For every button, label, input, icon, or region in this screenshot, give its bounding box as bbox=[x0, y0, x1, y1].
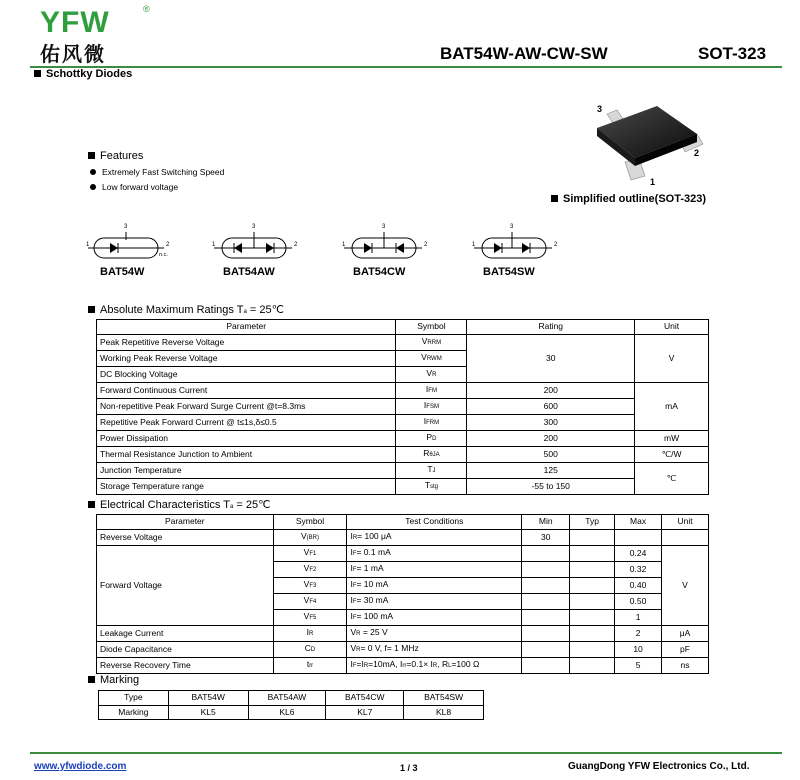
symbol-sub: F1 bbox=[309, 550, 317, 557]
rating-cell: 200 bbox=[467, 430, 635, 446]
marking-table bbox=[98, 690, 484, 720]
typ-cell bbox=[570, 657, 615, 673]
electrical-table bbox=[96, 514, 709, 674]
symbol: V bbox=[301, 530, 307, 541]
marking-title-text: Marking bbox=[100, 674, 140, 686]
pin-top-label: 3 bbox=[382, 224, 386, 230]
param-cell: Reverse Recovery Time bbox=[97, 657, 274, 673]
header-cell: Symbol bbox=[273, 515, 347, 530]
cond: I bbox=[350, 658, 353, 669]
symbol-sub: F4 bbox=[309, 598, 317, 605]
diode-name: BAT54SW bbox=[483, 266, 535, 278]
condition-cell bbox=[347, 529, 522, 545]
symbol-sub: D bbox=[432, 435, 437, 442]
typ-cell bbox=[570, 529, 615, 545]
marking-cell: KL6 bbox=[248, 705, 326, 720]
company-name: GuangDong YFW Electronics Co., Ltd. bbox=[568, 761, 750, 772]
cond-sub: L bbox=[448, 662, 452, 669]
symbol-cell bbox=[396, 446, 467, 462]
table-row bbox=[97, 398, 709, 414]
unit-cell: V bbox=[635, 334, 709, 382]
table-row bbox=[97, 414, 709, 430]
symbol-sub: RWM bbox=[426, 355, 442, 362]
package-title: SOT-323 bbox=[698, 44, 767, 63]
max-cell: 0.50 bbox=[615, 593, 662, 609]
symbol: V bbox=[303, 578, 310, 589]
pin-right-label: 2 bbox=[424, 242, 428, 248]
typ-cell bbox=[570, 545, 615, 561]
symbol: V bbox=[421, 335, 428, 346]
abs-max-title-text: Absolute Maximum Ratings T bbox=[100, 304, 244, 316]
abs-max-table bbox=[96, 319, 709, 495]
bullet-square-icon bbox=[34, 70, 41, 77]
header-cell: Type bbox=[99, 691, 169, 706]
cond-sub: F bbox=[352, 614, 357, 621]
symbol: I bbox=[306, 626, 310, 637]
cond-tail: = 100 mA bbox=[356, 610, 394, 621]
table-row bbox=[97, 545, 709, 561]
diode-schematic-icon bbox=[86, 228, 176, 264]
diode-name: BAT54W bbox=[100, 266, 145, 278]
symbol-cell bbox=[396, 430, 467, 446]
condition-cell bbox=[347, 609, 522, 625]
min-cell bbox=[522, 609, 570, 625]
table-row bbox=[97, 462, 709, 478]
param-cell: Reverse Voltage bbox=[97, 529, 274, 545]
symbol-sub: stg bbox=[430, 483, 439, 490]
header-cell: BAT54CW bbox=[326, 691, 404, 706]
symbol: V bbox=[421, 351, 427, 362]
min-cell bbox=[522, 657, 570, 673]
diode-name: BAT54CW bbox=[353, 266, 406, 278]
cond-sub: R bbox=[356, 646, 361, 653]
symbol-cell bbox=[396, 478, 467, 494]
symbol: R bbox=[423, 447, 430, 458]
symbol-cell bbox=[396, 366, 467, 382]
cond-sub: F bbox=[352, 662, 357, 669]
pin-left-label: 1 bbox=[86, 242, 90, 248]
symbol: V bbox=[303, 546, 310, 557]
cond-mid: =10mA, I bbox=[368, 658, 403, 669]
symbol-sub: F3 bbox=[309, 582, 317, 589]
table-row bbox=[97, 446, 709, 462]
unit-cell: mA bbox=[635, 382, 709, 430]
condition-cell bbox=[347, 625, 522, 641]
rating-cell: 600 bbox=[467, 398, 635, 414]
header-cell: Unit bbox=[662, 515, 709, 530]
header-cell: BAT54W bbox=[168, 691, 248, 706]
unit-cell: ℃ bbox=[635, 462, 709, 494]
table-row bbox=[97, 641, 709, 657]
pin-left-label: 1 bbox=[342, 242, 346, 248]
condition-cell bbox=[347, 593, 522, 609]
cond-tail: = 100 μA bbox=[357, 530, 392, 541]
symbol: t bbox=[306, 658, 310, 669]
typ-cell bbox=[570, 561, 615, 577]
cond-sub: F bbox=[352, 550, 357, 557]
symbol-sub: R bbox=[309, 630, 314, 637]
param-cell: Storage Temperature range bbox=[97, 478, 396, 494]
symbol: I bbox=[423, 399, 427, 410]
unit-cell: mW bbox=[635, 430, 709, 446]
max-cell: 0.32 bbox=[615, 561, 662, 577]
symbol-sub: J bbox=[432, 467, 436, 474]
diode-schematic-icon bbox=[212, 228, 302, 264]
max-cell: 10 bbox=[615, 641, 662, 657]
unit-cell: μA bbox=[662, 625, 709, 641]
cond: V bbox=[350, 642, 357, 653]
abs-max-title-tail: = 25℃ bbox=[246, 304, 284, 316]
unit-cell: V bbox=[662, 545, 709, 625]
footer-divider bbox=[30, 752, 782, 754]
typ-cell bbox=[570, 593, 615, 609]
symbol: I bbox=[423, 415, 427, 426]
marking-cell: KL8 bbox=[404, 705, 484, 720]
table-row bbox=[97, 529, 709, 545]
header-cell: Typ bbox=[570, 515, 615, 530]
symbol-sub: F2 bbox=[309, 566, 317, 573]
symbol: C bbox=[304, 642, 311, 653]
condition-cell bbox=[347, 641, 522, 657]
header-cell: BAT54AW bbox=[248, 691, 326, 706]
header-cell: Min bbox=[522, 515, 570, 530]
param-cell: Non-repetitive Peak Forward Surge Current @t=8.3ms bbox=[97, 398, 396, 414]
pin-top-label: 3 bbox=[510, 224, 514, 230]
rating-cell: 125 bbox=[467, 462, 635, 478]
symbol: V bbox=[303, 562, 310, 573]
rating-cell: 300 bbox=[467, 414, 635, 430]
max-cell: 0.40 bbox=[615, 577, 662, 593]
diode-schematic-icon bbox=[342, 228, 432, 264]
param-cell: DC Blocking Voltage bbox=[97, 366, 396, 382]
min-cell bbox=[522, 625, 570, 641]
cond: I bbox=[350, 578, 353, 589]
marking-cell: KL7 bbox=[326, 705, 404, 720]
feature-item bbox=[90, 167, 224, 177]
elec-title-sub: a bbox=[230, 504, 234, 510]
elec-title-text: Electrical Characteristics T bbox=[100, 499, 230, 511]
table-row bbox=[97, 382, 709, 398]
symbol-cell bbox=[396, 334, 467, 350]
unit-cell: ℃/W bbox=[635, 446, 709, 462]
bullet-square-icon bbox=[88, 152, 95, 159]
bullet-dot-icon bbox=[90, 169, 96, 175]
pin-left-label: 1 bbox=[472, 242, 476, 248]
features-title bbox=[88, 150, 143, 162]
diode-config-bat54cw bbox=[342, 224, 432, 280]
param-cell: Forward Continuous Current bbox=[97, 382, 396, 398]
table-row bbox=[97, 334, 709, 350]
min-cell bbox=[522, 577, 570, 593]
param-cell: Forward Voltage bbox=[97, 545, 274, 625]
abs-max-title-sub: a bbox=[243, 309, 247, 315]
diode-config-bat54aw bbox=[212, 224, 302, 280]
min-cell bbox=[522, 593, 570, 609]
condition-cell bbox=[347, 657, 522, 673]
elec-title-tail: = 25℃ bbox=[233, 499, 271, 511]
pin-3-label: 3 bbox=[597, 104, 603, 114]
symbol: V bbox=[303, 594, 310, 605]
typ-cell bbox=[570, 577, 615, 593]
symbol-sub: R bbox=[432, 371, 437, 378]
pin-right-label: 2 bbox=[554, 242, 558, 248]
rating-cell: 500 bbox=[467, 446, 635, 462]
rating-cell: 200 bbox=[467, 382, 635, 398]
bullet-square-icon bbox=[88, 501, 95, 508]
diode-config-bat54sw bbox=[472, 224, 562, 280]
cond-sub: F bbox=[352, 566, 357, 573]
cond-sub: F bbox=[352, 582, 357, 589]
header-cell: Test Conditions bbox=[347, 515, 522, 530]
logo-text: YFW bbox=[40, 6, 110, 39]
symbol-cell bbox=[396, 398, 467, 414]
symbol-sub: FSM bbox=[426, 403, 439, 410]
symbol-cell bbox=[273, 641, 347, 657]
condition-cell bbox=[347, 545, 522, 561]
pin-top-label: 3 bbox=[124, 224, 128, 230]
cond-mid: =I bbox=[356, 658, 364, 669]
pin-top-label: 3 bbox=[252, 224, 256, 230]
diode-config-bat54w bbox=[86, 224, 176, 280]
symbol-cell bbox=[273, 593, 347, 609]
pin-left-label: 1 bbox=[212, 242, 216, 248]
param-cell: Thermal Resistance Junction to Ambient bbox=[97, 446, 396, 462]
diode-schematic-icon bbox=[472, 228, 562, 264]
logo-chinese-name: 佑风微 bbox=[40, 42, 106, 66]
cond-tail: = 10 mA bbox=[356, 578, 389, 589]
max-cell: 2 bbox=[615, 625, 662, 641]
table-row bbox=[97, 478, 709, 494]
min-cell: 30 bbox=[522, 529, 570, 545]
symbol-cell bbox=[273, 529, 347, 545]
max-cell: 5 bbox=[615, 657, 662, 673]
min-cell bbox=[522, 545, 570, 561]
symbol-sub: rr bbox=[309, 662, 314, 669]
header-cell: Rating bbox=[467, 320, 635, 335]
symbol-sub: F5 bbox=[309, 614, 317, 621]
cond: I bbox=[350, 546, 353, 557]
symbol: I bbox=[425, 383, 429, 394]
subtitle bbox=[34, 68, 132, 80]
bullet-square-icon bbox=[88, 676, 95, 683]
header-cell: Parameter bbox=[97, 515, 274, 530]
pin-right-label: 2 bbox=[294, 242, 298, 248]
cond: I bbox=[350, 610, 353, 621]
cond-sub: R bbox=[363, 662, 369, 669]
param-cell: Junction Temperature bbox=[97, 462, 396, 478]
param-cell: Power Dissipation bbox=[97, 430, 396, 446]
symbol-cell bbox=[396, 350, 467, 366]
condition-cell bbox=[347, 561, 522, 577]
max-cell: 0.24 bbox=[615, 545, 662, 561]
param-cell: Diode Capacitance bbox=[97, 641, 274, 657]
cond-sub: R bbox=[432, 662, 438, 669]
header-cell: Symbol bbox=[396, 320, 467, 335]
cond: I bbox=[350, 594, 353, 605]
diode-name: BAT54AW bbox=[223, 266, 275, 278]
typ-cell bbox=[570, 609, 615, 625]
symbol-cell bbox=[273, 657, 347, 673]
typ-cell bbox=[570, 625, 615, 641]
cond-tail: = 0 V, f= 1 MHz bbox=[360, 642, 419, 653]
symbol-sub: FM bbox=[428, 387, 437, 394]
min-cell bbox=[522, 561, 570, 577]
marking-cell: KL5 bbox=[168, 705, 248, 720]
cond-sub: rr bbox=[402, 662, 407, 669]
unit-cell: ns bbox=[662, 657, 709, 673]
pin-2-label: 2 bbox=[694, 148, 700, 158]
table-header-row bbox=[99, 691, 484, 706]
table-row bbox=[97, 625, 709, 641]
symbol-cell bbox=[396, 462, 467, 478]
symbol-cell bbox=[396, 382, 467, 398]
abs-max-title bbox=[88, 303, 284, 316]
header-cell: Parameter bbox=[97, 320, 396, 335]
bullet-square-icon bbox=[551, 195, 558, 202]
bullet-dot-icon bbox=[90, 184, 96, 190]
symbol-cell bbox=[273, 625, 347, 641]
feature-item bbox=[90, 182, 178, 192]
cond-mid: =0.1× I bbox=[406, 658, 433, 669]
symbol-sub: θJA bbox=[429, 451, 440, 458]
header-cell: BAT54SW bbox=[404, 691, 484, 706]
header-divider bbox=[30, 66, 782, 68]
features-title-text: Features bbox=[100, 150, 144, 162]
marking-cell: Marking bbox=[99, 705, 169, 720]
table-header-row bbox=[97, 320, 709, 335]
cond: I bbox=[350, 562, 353, 573]
cond: V bbox=[350, 626, 357, 637]
param-cell: Working Peak Reverse Voltage bbox=[97, 350, 396, 366]
rating-cell: -55 to 150 bbox=[467, 478, 635, 494]
unit-cell bbox=[662, 529, 709, 545]
logo-registered-mark: ® bbox=[143, 4, 150, 14]
cond-sub: R bbox=[356, 630, 361, 637]
table-row bbox=[99, 705, 484, 720]
table-header-row bbox=[97, 515, 709, 530]
nc-note: n.c. bbox=[159, 252, 168, 258]
symbol-sub: FRM bbox=[426, 419, 440, 426]
elec-title bbox=[88, 498, 270, 511]
symbol: V bbox=[426, 367, 433, 378]
param-cell: Leakage Current bbox=[97, 625, 274, 641]
max-cell: 1 bbox=[615, 609, 662, 625]
bullet-square-icon bbox=[88, 306, 95, 313]
page-number: 1 / 3 bbox=[400, 763, 418, 773]
pin-1-label: 1 bbox=[650, 177, 656, 187]
symbol-cell bbox=[273, 561, 347, 577]
symbol: T bbox=[427, 463, 433, 474]
header-cell: Max bbox=[615, 515, 662, 530]
header-cell: Unit bbox=[635, 320, 709, 335]
symbol-cell bbox=[273, 545, 347, 561]
symbol: T bbox=[424, 479, 431, 490]
subtitle-text: Schottky Diodes bbox=[46, 68, 133, 80]
symbol-cell bbox=[273, 577, 347, 593]
cond-tail: = 25 V bbox=[360, 626, 388, 637]
feature-item-text: Low forward voltage bbox=[102, 182, 179, 192]
max-cell bbox=[615, 529, 662, 545]
symbol: V bbox=[303, 610, 310, 621]
outline-caption bbox=[551, 193, 706, 205]
cond-tail: = 1 mA bbox=[356, 562, 384, 573]
website-link[interactable]: www.yfwdiode.com bbox=[34, 761, 127, 772]
cond-tail: = 30 mA bbox=[356, 594, 389, 605]
outline-caption-text: Simplified outline(SOT-323) bbox=[563, 193, 707, 205]
cond-tail: =100 Ω bbox=[451, 658, 480, 669]
table-row bbox=[97, 657, 709, 673]
part-number-title: BAT54W-AW-CW-SW bbox=[440, 44, 608, 63]
condition-cell bbox=[347, 577, 522, 593]
feature-item-text: Extremely Fast Switching Speed bbox=[102, 167, 225, 177]
param-cell: Peak Repetitive Reverse Voltage bbox=[97, 334, 396, 350]
param-cell: Repetitive Peak Forward Current @ t≤1s,δ≤0.5 bbox=[97, 414, 396, 430]
cond-sub: R bbox=[352, 534, 358, 541]
symbol-sub: (BR) bbox=[306, 534, 320, 541]
rating-cell: 30 bbox=[467, 334, 635, 382]
cond: I bbox=[350, 530, 353, 541]
symbol-cell bbox=[396, 414, 467, 430]
typ-cell bbox=[570, 641, 615, 657]
marking-title bbox=[88, 674, 139, 686]
cond-tail: = 0.1 mA bbox=[356, 546, 391, 557]
symbol: P bbox=[426, 431, 433, 442]
symbol-sub: D bbox=[310, 646, 316, 653]
cond-sub: F bbox=[352, 598, 357, 605]
symbol-cell bbox=[273, 609, 347, 625]
cond-mid: , R bbox=[437, 658, 449, 669]
table-row bbox=[97, 430, 709, 446]
unit-cell: pF bbox=[662, 641, 709, 657]
min-cell bbox=[522, 641, 570, 657]
pin-right-label: 2 bbox=[166, 242, 170, 248]
symbol-sub: RRM bbox=[427, 339, 442, 346]
